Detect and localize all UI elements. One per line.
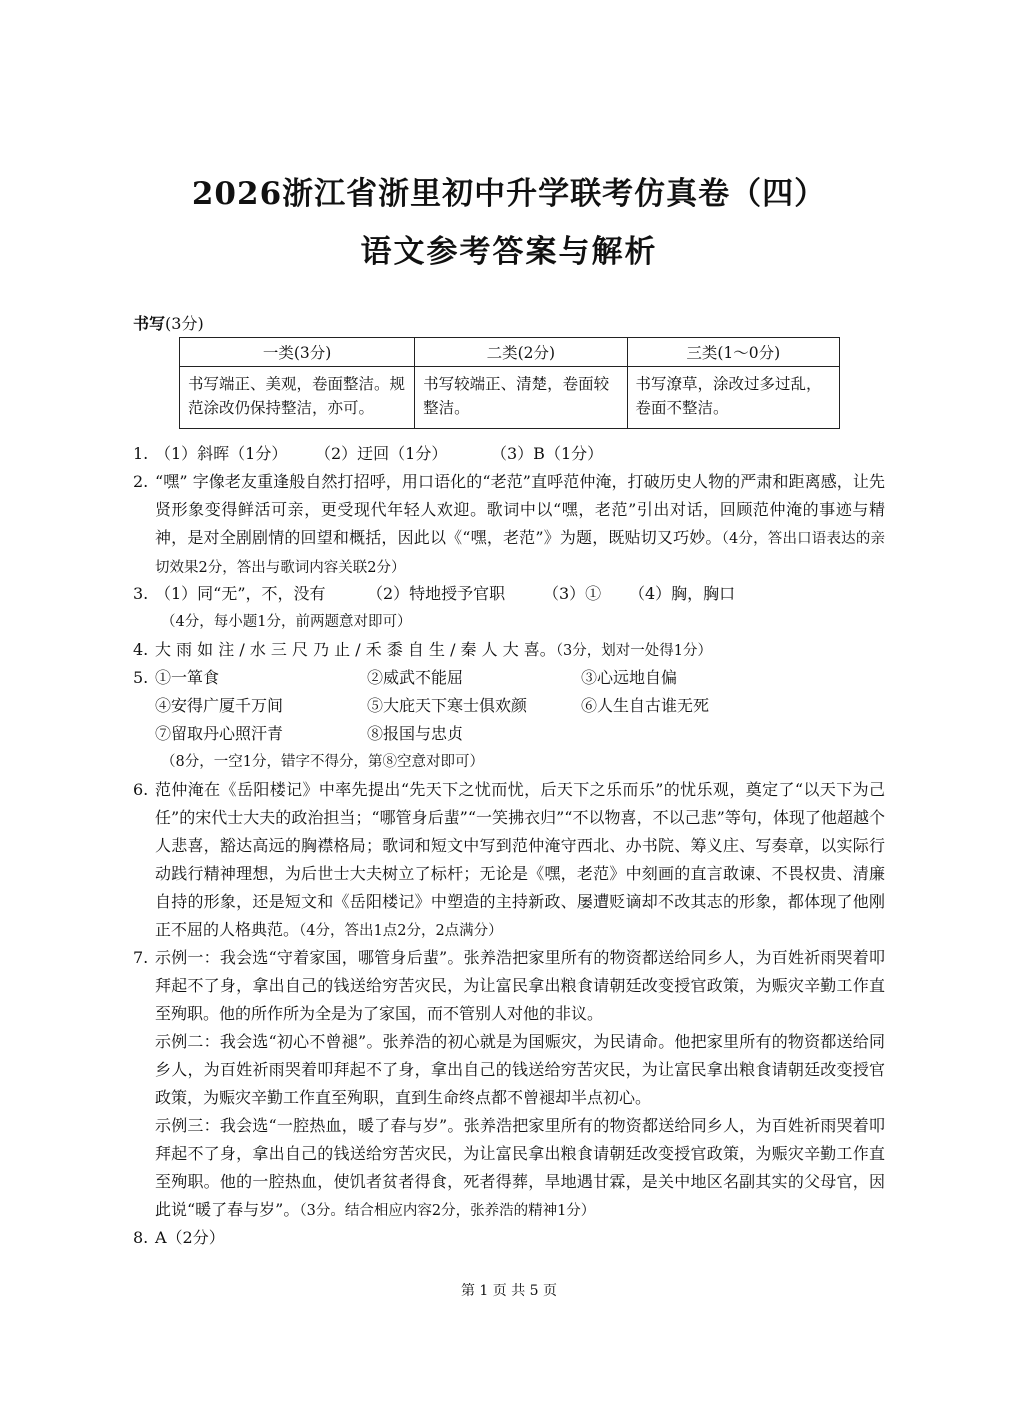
question-number: 8. [133,1228,149,1247]
question-number: 2. [133,472,149,491]
question-number: 3. [133,584,149,603]
blank-answer: ③心远地自偏 [581,668,678,687]
table-header-row [180,338,840,367]
question-number: 1. [133,444,149,463]
blank-answer: ②威武不能屈 [367,668,464,687]
blank-answer: ⑤大庇天下寒士俱欢颜 [367,696,528,715]
blank-answer: ④安得广厦千万间 [155,696,284,715]
question-6 [133,776,885,945]
question-2 [133,468,885,582]
question-8 [133,1224,885,1252]
blank-answer: ⑧报国与忠贞 [367,724,464,743]
answer-text: 范仲淹在《岳阳楼记》中率先提出“先天下之忧而忧，后天下之乐而乐”的忧乐观，奠定了“以天下为己任”的宋代士大夫的政治担当；“哪管身后蜚”“一笑拂衣归”“不以物喜，不以己悲”等句，体现了他超越个人悲喜，豁达高远的胸襟格局；歌词和短文中写到范仲淹守西北、办书院、筹义庄、写奏章，以实际行动践行精神理想，为后世士大夫树立了标杆；无论是《嘿，老范》中刻画的直言敢谏、不畏权贵、清廉自持的形象，还是短文和《岳阳楼记》中塑造的主持新政、屡遭贬谪却不改其志的形象，都体现了他刚正不屈的人格典范。 [155,780,885,939]
question-number: 7. [133,948,149,967]
answer-part: （3）B（1分） [491,444,604,463]
question-number: 4. [133,640,149,659]
page-footer: 第 1 页 共 5 页 [460,1283,558,1299]
example-answer-1: 示例一：我会选“守着家国，哪管身后蜚”。张养浩把家里所有的物资都送给同乡人，为百姓祈雨哭着叩拜起不了身，拿出自己的钱送给穷苦灾民，为让富民拿出粮食请朝廷改变授官政策，为赈灾辛勤工作直至殉职。他的所作所为全是为了家国，而不管别人对他的非议。 [155,948,885,1023]
answer-text: 大 雨 如 注 / 水 三 尺 乃 止 / 禾 黍 自 生 / 秦 人 大 喜。 [155,640,556,659]
blank-answer: ⑦留取丹心照汗青 [155,724,284,743]
page-title: 2026浙江省浙里初中升学联考仿真卷（四） [191,176,827,212]
table-cell: 书写潦草，涂改过多过乱，卷面不整洁。 [627,367,839,429]
scoring-note: （4分，答出口语表达的亲切效果2分，答出与歌词内容关联2分） [155,531,885,576]
scoring-note: （3分。结合相应内容2分，张养浩的精神1分） [299,1203,596,1219]
answer-text: “嘿” 字像老友重逢般自然打招呼，用口语化的“老范”直呼范仲淹，打破历史人物的严肃和距离感，让先贤形象变得鲜活可亲，更受现代年轻人欢迎。歌词中以“嘿，老范”引出对话，回顾范仲淹的事迹与精神，是对全剧剧情的回望和概括，因此以《“嘿，老范”》为题，既贴切又巧妙。 [155,472,885,547]
writing-label: 书写 [133,314,166,333]
writing-grade-table [179,337,840,429]
scoring-note: （4分，答出1点2分，2点满分） [299,923,503,939]
scoring-note: （8分，一空1分，错字不得分，第⑧空意对即可） [161,754,484,770]
scoring-note: （3分，划对一处得1分） [555,643,713,659]
answer-part: （4）胸，胸口 [629,584,736,603]
table-cell: 书写较端正、清楚，卷面较整洁。 [415,367,627,429]
example-answer-3: 示例三：我会选“一腔热血，暖了春与岁”。张养浩把家里所有的物资都送给同乡人，为百姓祈雨哭着叩拜起不了身，拿出自己的钱送给穷苦灾民，为让富民拿出粮食请朝廷改变授官政策，为赈灾辛勤工作直至殉职。他的一腔热血，使饥者贫者得食，死者得葬，旱地遇甘霖，是关中地区名副其实的父母官，因此说“暖了春与岁”。 [155,1116,885,1219]
table-header: 三类(1～0分) [627,338,839,367]
example-answer-2: 示例二：我会选“初心不曾褪”。张养浩的初心就是为国赈灾，为民请命。他把家里所有的物资都送给同乡人，为百姓祈雨哭着叩拜起不了身，拿出自己的钱送给穷苦灾民，为让富民拿出粮食请朝廷改变授官政策，为赈灾辛勤工作直至殉职，直到生命终点都不曾褪却半点初心。 [155,1032,885,1107]
table-header: 一类(3分) [180,338,415,367]
question-4 [133,636,885,665]
table-cell: 书写端正、美观，卷面整洁。规范涂改仍保持整洁，亦可。 [180,367,415,429]
question-3 [133,580,885,636]
table-row [180,367,840,429]
writing-score: (3分) [165,314,204,333]
answer-part: （2）特地授予官职 [367,584,506,603]
table-header: 二类(2分) [415,338,627,367]
answer-text: A（2分） [155,1228,225,1247]
scoring-note: （4分，每小题1分，前两题意对即可） [161,614,412,630]
answer-part: （1）同“无”，不，没有 [155,584,326,603]
question-7 [133,944,885,1225]
question-number: 5. [133,668,149,687]
answer-part: （1）斜晖（1分） [155,444,288,463]
answer-part: （3）① [543,584,602,603]
question-1 [133,440,885,468]
writing-heading [133,311,204,334]
question-5 [133,664,885,776]
blank-answer: ⑥人生自古谁无死 [581,696,710,715]
question-number: 6. [133,780,149,799]
answer-part: （2）迂回（1分） [315,444,448,463]
blank-answer: ①一箪食 [155,668,220,687]
page-subtitle: 语文参考答案与解析 [360,234,658,270]
